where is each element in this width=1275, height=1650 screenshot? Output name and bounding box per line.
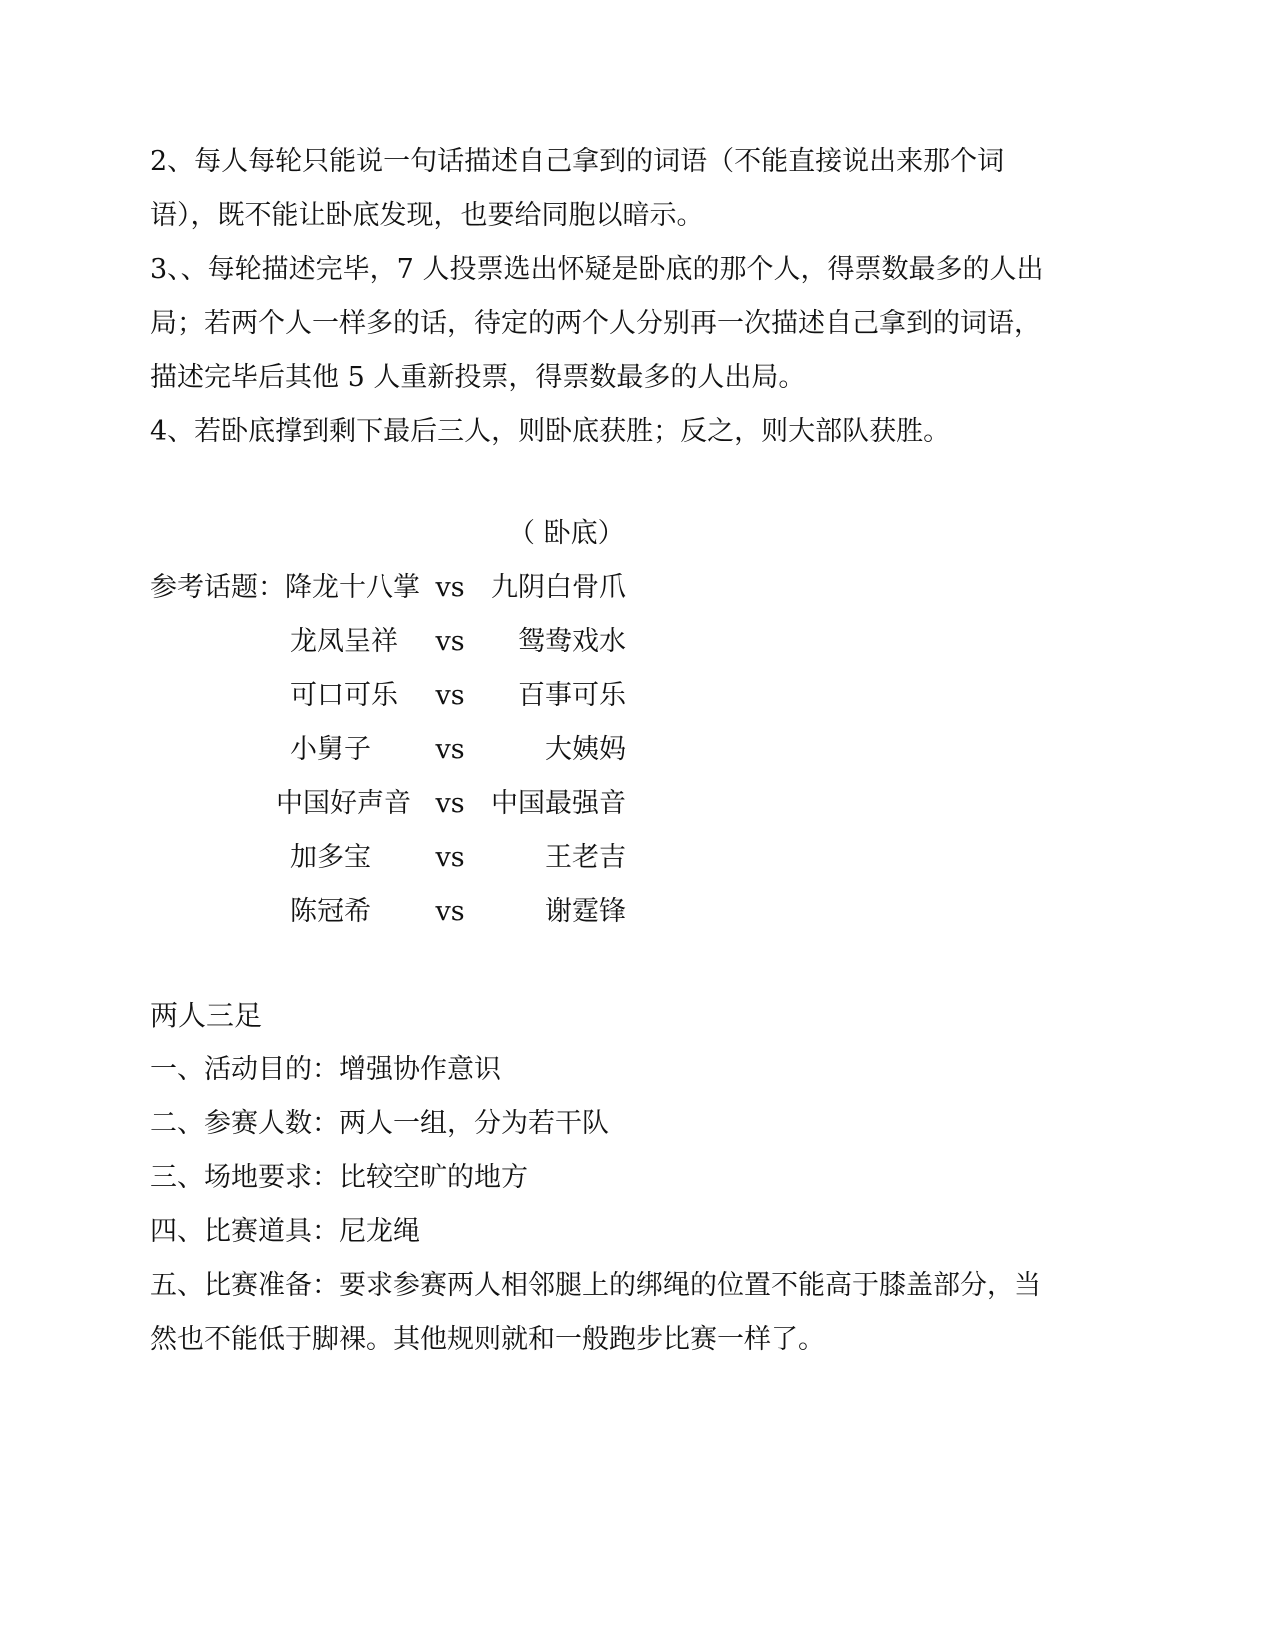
topic-right: 鸳鸯戏水 xyxy=(518,626,626,657)
topic-right: 百事可乐 xyxy=(518,680,626,711)
rule4-line: 4、若卧底撑到剩下最后三人，则卧底获胜；反之，则大部队获胜。 xyxy=(150,416,951,447)
reference-topics-label: 参考话题： xyxy=(150,572,285,603)
topic-pair-row xyxy=(0,568,1275,608)
topic-left: 陈冠希 xyxy=(290,896,371,927)
section-heading: 两人三足 xyxy=(150,999,263,1032)
topic-pair-row xyxy=(0,676,1275,716)
topic-pair-row xyxy=(0,622,1275,662)
undercover-label: （ 卧底） xyxy=(508,518,625,549)
topic-pair-row xyxy=(0,892,1275,932)
game2-item1: 一、活动目的：增强协作意识 xyxy=(150,1054,501,1085)
topic-pair-row xyxy=(0,784,1275,824)
vs-label: vs xyxy=(435,788,465,819)
rule2-line1: 2、每人每轮只能说一句话描述自己拿到的词语（不能直接说出来那个词 xyxy=(150,146,1005,177)
topic-right: 王老吉 xyxy=(545,842,626,873)
topic-left: 中国好声音 xyxy=(276,788,411,819)
rule2-line2: 语），既不能让卧底发现，也要给同胞以暗示。 xyxy=(150,200,704,231)
topic-left: 可口可乐 xyxy=(290,680,398,711)
vs-label: vs xyxy=(435,572,465,603)
topic-left: 龙凤呈祥 xyxy=(290,626,398,657)
rule3-line2: 局；若两个人一样多的话，待定的两个人分别再一次描述自己拿到的词语， xyxy=(150,308,1041,339)
vs-label: vs xyxy=(435,626,465,657)
rule3-line1: 3、、每轮描述完毕，7 人投票选出怀疑是卧底的那个人，得票数最多的人出 xyxy=(150,254,1044,285)
game2-item4: 四、比赛道具：尼龙绳 xyxy=(150,1216,420,1247)
topic-right: 谢霆锋 xyxy=(545,896,626,927)
game2-item5-line1: 五、比赛准备：要求参赛两人相邻腿上的绑绳的位置不能高于膝盖部分，当 xyxy=(150,1270,1041,1301)
topic-pair-row xyxy=(0,838,1275,878)
topic-left: 降龙十八掌 xyxy=(285,572,420,603)
rule3-line3: 描述完毕后其他 5 人重新投票，得票数最多的人出局。 xyxy=(150,362,806,393)
topic-left: 小舅子 xyxy=(290,734,371,765)
game2-item3: 三、场地要求：比较空旷的地方 xyxy=(150,1162,528,1193)
vs-label: vs xyxy=(435,842,465,873)
topic-right: 中国最强音 xyxy=(491,788,626,819)
topic-left: 加多宝 xyxy=(290,842,371,873)
game2-item5-line2: 然也不能低于脚裸。其他规则就和一般跑步比赛一样了。 xyxy=(150,1324,825,1355)
vs-label: vs xyxy=(435,680,465,711)
topic-pair-row xyxy=(0,730,1275,770)
vs-label: vs xyxy=(435,734,465,765)
topic-right: 九阴白骨爪 xyxy=(491,572,626,603)
vs-label: vs xyxy=(435,896,465,927)
game2-item2: 二、参赛人数：两人一组，分为若干队 xyxy=(150,1108,609,1139)
topic-right: 大姨妈 xyxy=(545,734,626,765)
